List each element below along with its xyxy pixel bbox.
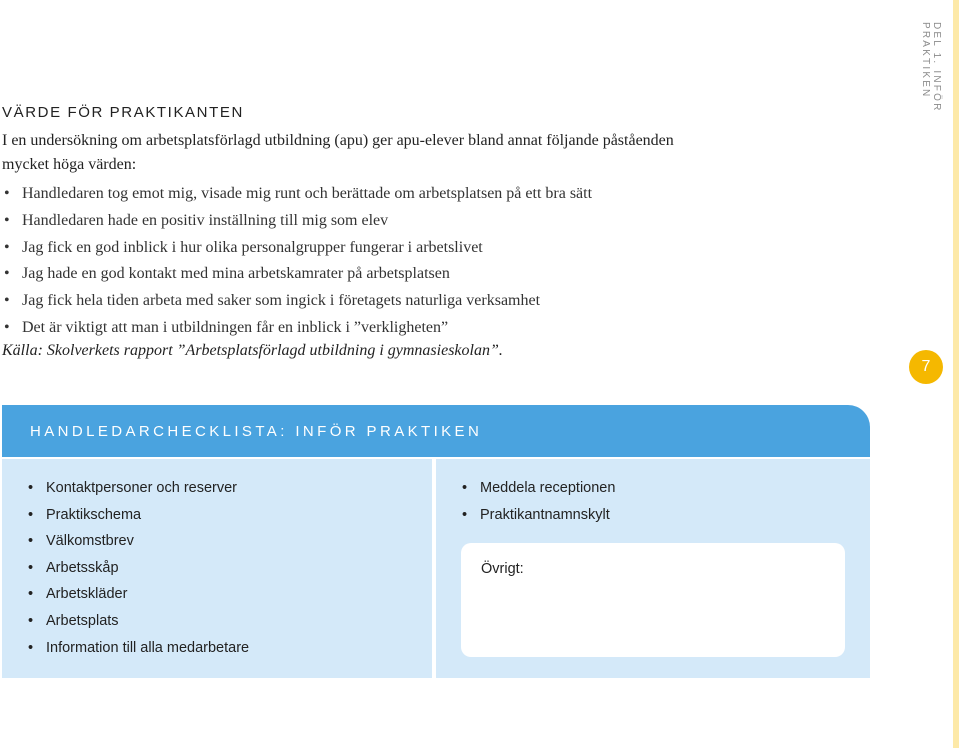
list-item: • Kontaktpersoner och reserver bbox=[26, 475, 249, 502]
other-notes-field[interactable] bbox=[461, 543, 845, 657]
checklist-title: HANDLEDARCHECKLISTA: INFÖR PRAKTIKEN bbox=[30, 423, 483, 440]
list-item: • Meddela receptionen bbox=[460, 475, 615, 502]
checklist-right-list bbox=[460, 475, 615, 528]
list-item: • Jag fick en god inblick i hur olika personalgrupper fungerar i arbetslivet bbox=[2, 235, 592, 262]
checklist-header bbox=[2, 405, 870, 457]
list-item: • Handledaren tog emot mig, visade mig runt och berättade om arbetsplatsen på ett bra sätt bbox=[2, 181, 592, 208]
checklist-left-column bbox=[2, 459, 432, 678]
list-item: • Jag hade en god kontakt med mina arbetskamrater på arbetsplatsen bbox=[2, 261, 592, 288]
other-notes-label: Övrigt: bbox=[481, 561, 524, 577]
list-item: • Handledaren hade en positiv inställning till mig som elev bbox=[2, 208, 592, 235]
list-item: • Det är viktigt att man i utbildningen får en inblick i ”verkligheten” bbox=[2, 315, 592, 342]
source-citation: Källa: Skolverkets rapport ”Arbetsplatsförlagd utbildning i gymnasieskolan”. bbox=[2, 342, 503, 359]
checklist-right-column bbox=[436, 459, 870, 678]
list-item: • Praktikschema bbox=[26, 502, 249, 529]
list-item: • Jag fick hela tiden arbeta med saker som ingick i företagets naturliga verksamhet bbox=[2, 288, 592, 315]
section-heading: VÄRDE FÖR PRAKTIKANTEN bbox=[2, 104, 244, 121]
list-item: • Praktikantnamnskylt bbox=[460, 502, 615, 529]
list-item: • Information till alla medarbetare bbox=[26, 635, 249, 662]
survey-bullet-list bbox=[2, 181, 592, 342]
page-number-badge: 7 bbox=[909, 350, 943, 384]
list-item: • Arbetskläder bbox=[26, 581, 249, 608]
checklist-left-list bbox=[26, 475, 249, 661]
list-item: • Arbetsskåp bbox=[26, 555, 249, 582]
chapter-label: DEL 1. INFÖR PRAKTIKEN bbox=[920, 22, 942, 113]
side-tab-strip bbox=[953, 0, 959, 748]
list-item: • Arbetsplats bbox=[26, 608, 249, 635]
intro-paragraph: I en undersökning om arbetsplatsförlagd utbildning (apu) ger apu-elever bland annat följande påståenden mycket höga värden: bbox=[2, 132, 674, 173]
list-item: • Välkomstbrev bbox=[26, 528, 249, 555]
